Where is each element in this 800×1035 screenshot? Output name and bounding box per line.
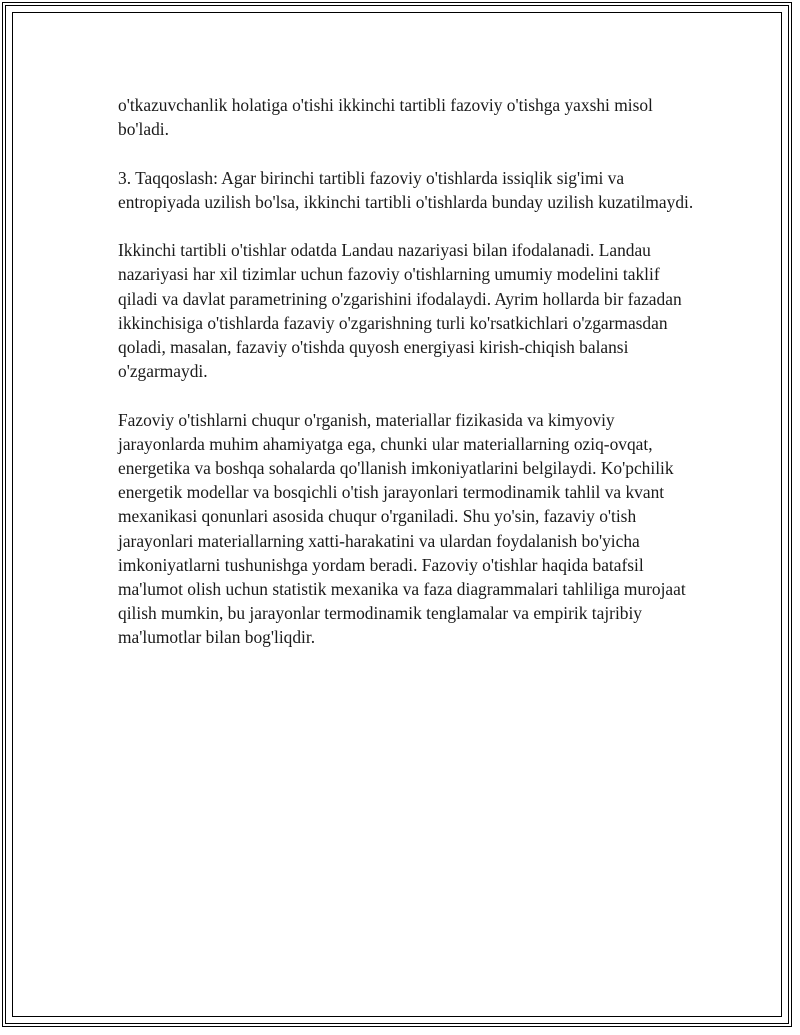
paragraph-3: Ikkinchi tartibli o'tishlar odatda Landau nazariyasi bilan ifodalanadi. Landau nazariyasi har xil tizimlar uchun fazoviy o'tishlarning umumiy modelini taklif qiladi va davlat parametrining o'zgarishini ifodalaydi. Ayrim hollarda bir fazadan ikkinchisiga o'tishlarda fazaviy o'zgarishning turli ko'rsatkichlari o'zgarmasdan qoladi, masalan, fazaviy o'tishda quyosh energiyasi kirish-chiqish balansi o'zgarmaydi. bbox=[118, 240, 682, 382]
document-body bbox=[118, 93, 698, 674]
paragraph-1: o'tkazuvchanlik holatiga o'tishi ikkinchi tartibli fazoviy o'tishga yaxshi misol bo'ladi. bbox=[118, 95, 653, 140]
paragraph-2: 3. Taqqoslash: Agar birinchi tartibli fazoviy o'tishlarda issiqlik sig'imi va entropiyada uzilish bo'lsa, ikkinchi tartibli o'tishlarda bunday uzilish kuzatilmaydi. bbox=[118, 167, 694, 212]
paragraph-4: Fazoviy o'tishlarni chuqur o'rganish, materiallar fizikasida va kimyoviy jarayonlarda muhim ahamiyatga ega, chunki ular materiallarning oziq-ovqat, energetika va boshqa sohalarda qo'llanish imkoniyatlarini belgilaydi. Ko'pchilik energetik modellar va bosqichli o'tish jarayonlari termodinamik tahlil va kvant mexanikasi qonunlari asosida chuqur o'rganiladi. Shu yo'sin, fazaviy o'tish jarayonlari materiallarning xatti-harakatini va ulardan foydalanish bo'yicha imkoniyatlarni tushunishga yordam beradi. Fazoviy o'tishlar haqida batafsil ma'lumot olish uchun statistik mexanika va faza diagrammalari tahliliga murojaat qilish mumkin, bu jarayonlar termodinamik tenglamalar va empirik tajribiy ma'lumotlar bilan bog'liqdir. bbox=[118, 409, 686, 648]
